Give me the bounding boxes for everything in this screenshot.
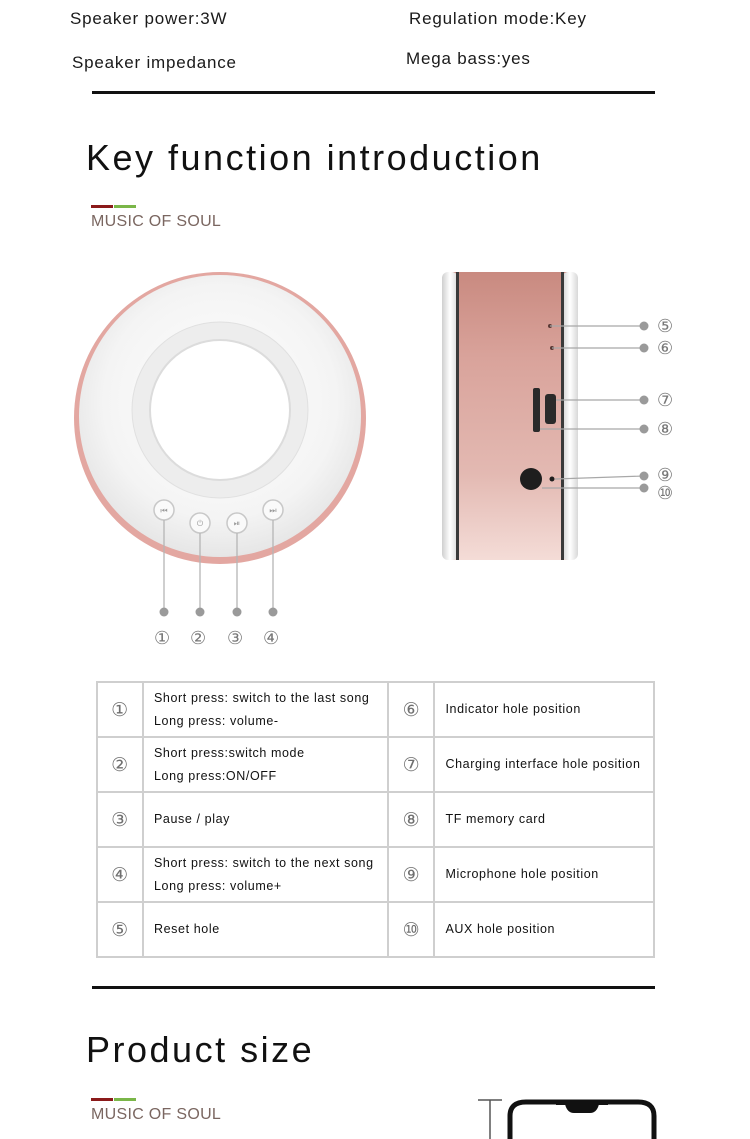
table-row (97, 847, 654, 902)
speaker-cone-center (150, 340, 290, 480)
section-title-key-function: Key function introduction (86, 137, 543, 178)
table-description (143, 737, 388, 792)
spec-impedance: Speaker impedance (72, 53, 237, 72)
table-row (97, 902, 654, 957)
table-row (97, 792, 654, 847)
table-row (97, 682, 654, 737)
table-description (143, 792, 388, 847)
table-description (143, 902, 388, 957)
callout-5: ⑤ (657, 316, 674, 337)
table-number: ⑦ (388, 737, 434, 792)
accent-bar-green (114, 205, 136, 208)
table-description (434, 847, 654, 902)
callout-8: ⑧ (657, 419, 674, 440)
callout-3: ③ (227, 628, 244, 649)
speaker-body (442, 272, 578, 560)
table-description (143, 682, 388, 737)
section-divider-2 (92, 986, 655, 989)
tf-card-slot (533, 388, 540, 432)
charging-port (545, 394, 556, 424)
table-description-line: Short press:switch mode (154, 745, 305, 760)
table-description (434, 737, 654, 792)
table-description-line: Microphone hole position (445, 867, 599, 881)
table-description (434, 682, 654, 737)
table-description (434, 792, 654, 847)
table-number: ⑩ (388, 902, 434, 957)
microphone-hole (550, 477, 555, 482)
callout-4: ④ (263, 628, 280, 649)
table-description (434, 902, 654, 957)
callout-6: ⑥ (657, 338, 674, 359)
table-number: ⑥ (388, 682, 434, 737)
table-description (143, 847, 388, 902)
accent-bar-green-2 (114, 1098, 136, 1101)
svg-text:⏻: ⏻ (196, 519, 204, 528)
table-number: ⑤ (97, 902, 143, 957)
svg-text:⏮: ⏮ (160, 506, 168, 515)
section-title-product-size: Product size (86, 1029, 315, 1070)
callout-1: ① (154, 628, 171, 649)
table-description-line: AUX hole position (445, 922, 556, 936)
table-description-line: Long press: volume+ (154, 878, 282, 893)
callout-7: ⑦ (657, 390, 674, 411)
table-description-line: Short press: switch to the next song (154, 855, 374, 870)
table-number: ④ (97, 847, 143, 902)
table-number: ⑧ (388, 792, 434, 847)
speaker-end-cap-right (562, 272, 578, 560)
speaker-seam-left (456, 272, 459, 560)
table-description-line: TF memory card (445, 812, 546, 826)
tagline: MUSIC OF SOUL (91, 213, 222, 230)
product-size-diagram (470, 1096, 670, 1139)
spec-power: Speaker power:3W (70, 9, 228, 28)
table-row (97, 737, 654, 792)
table-number: ② (97, 737, 143, 792)
table-description-line: Long press:ON/OFF (154, 768, 277, 783)
section-divider (92, 91, 655, 94)
speaker-seam-right (561, 272, 564, 560)
table-description-line: Pause / play (154, 812, 230, 826)
table-description-line: Charging interface hole position (445, 757, 641, 771)
spec-bass: Mega bass:yes (406, 49, 531, 68)
speaker-side-view (436, 266, 666, 566)
svg-text:⏭: ⏭ (269, 506, 277, 515)
accent-bar-red (91, 205, 113, 208)
spec-regulation: Regulation mode:Key (409, 9, 587, 28)
speaker-top-view (60, 260, 380, 660)
speaker-end-cap-left (442, 272, 458, 560)
svg-text:⏯: ⏯ (233, 519, 241, 528)
callout-10: ⑩ (657, 483, 674, 504)
callout-2: ② (190, 628, 207, 649)
aux-port (520, 468, 542, 490)
table-description-line: Reset hole (154, 922, 220, 936)
table-number: ① (97, 682, 143, 737)
callout-9: ⑨ (657, 465, 674, 486)
table-description-line: Long press: volume- (154, 713, 279, 728)
key-function-table (96, 681, 655, 958)
table-number: ⑨ (388, 847, 434, 902)
accent-bar-red-2 (91, 1098, 113, 1101)
table-description-line: Indicator hole position (445, 702, 581, 716)
table-description-line: Short press: switch to the last song (154, 690, 370, 705)
tagline-2: MUSIC OF SOUL (91, 1106, 222, 1123)
table-number: ③ (97, 792, 143, 847)
